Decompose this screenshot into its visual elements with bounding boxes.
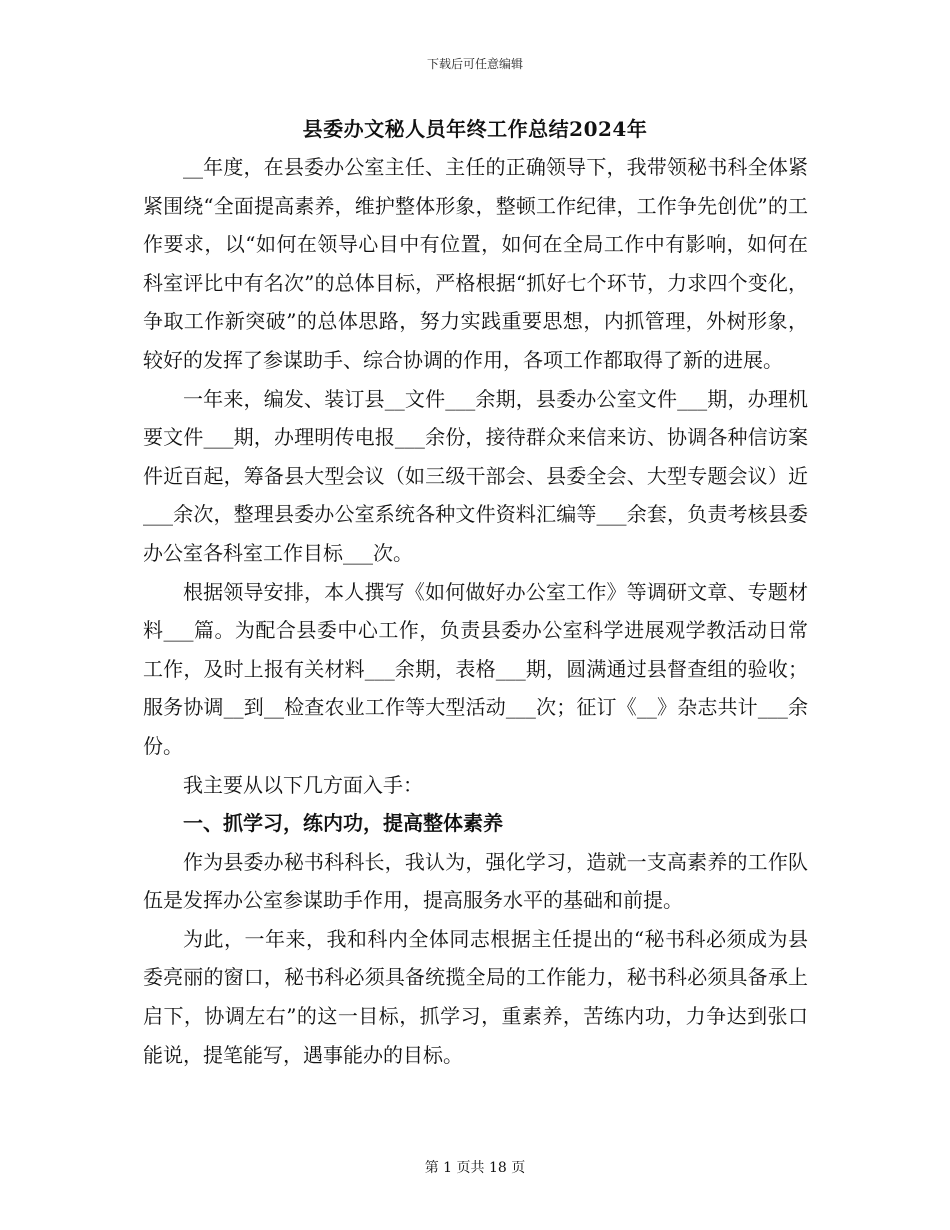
header-note: 下载后可任意编辑 bbox=[426, 57, 523, 71]
document-title: 县委办文秘人员年终工作总结2024年 bbox=[302, 117, 648, 141]
paragraph-aspects-intro: 我主要从以下几方面入手： bbox=[183, 772, 423, 797]
page-footer: 第 1 页共 18 页 bbox=[424, 1160, 526, 1176]
document-body bbox=[143, 148, 808, 1074]
paragraph-writing: 根据领导安排，本人撰写《如何做好办公室工作》等调研文章、专题材料___篇。为配合县委中心工作，负责县委办公室科学进展观学教活动日常工作，及时上报有关材料___余期，表格___期，圆满通过县督查组的验收；服务协调__到__检查农业工作等大型活动___次；征订《__》杂志共计___余份。 bbox=[143, 579, 808, 758]
paragraph-goals: 为此，一年来，我和科内全体同志根据主任提出的“秘书科必须成为县委亮丽的窗口，秘书科必须具备统揽全局的工作能力，秘书科必须具备承上启下，协调左右”的这一目标，抓学习，重素养，苦练内功，力争达到张口能说，提笔能写，遇事能办的目标。 bbox=[143, 926, 808, 1067]
paragraph-learning: 作为县委办秘书科科长，我认为，强化学习，造就一支高素养的工作队伍是发挥办公室参谋助手作用，提高服务水平的基础和前提。 bbox=[143, 849, 808, 913]
section-heading-1: 一、抓学习，练内功，提高整体素养 bbox=[183, 811, 503, 836]
paragraph-statistics: 一年来，编发、装订县__文件___余期，县委办公室文件___期，办理机要文件___期，办理明传电报___余份，接待群众来信来访、协调各种信访案件近百起，筹备县大型会议（如三级干部会、县委全会、大型专题会议）近___余次，整理县委办公室系统各种文件资料汇编等___余套，负责考核县委办公室各科室工作目标___次。 bbox=[143, 386, 808, 565]
paragraph-intro: __年度，在县委办公室主任、主任的正确领导下，我带领秘书科全体紧紧围绕“全面提高素养，维护整体形象，整顿工作纪律，工作争先创优”的工作要求，以“如何在领导心目中有位置，如何在全局工作中有影响，如何在科室评比中有名次”的总体目标，严格根据“抓好七个环节，力求四个变化，争取工作新突破”的总体思路，努力实践重要思想，内抓管理，外树形象，较好的发挥了参谋助手、综合协调的作用，各项工作都取得了新的进展。 bbox=[143, 155, 808, 372]
